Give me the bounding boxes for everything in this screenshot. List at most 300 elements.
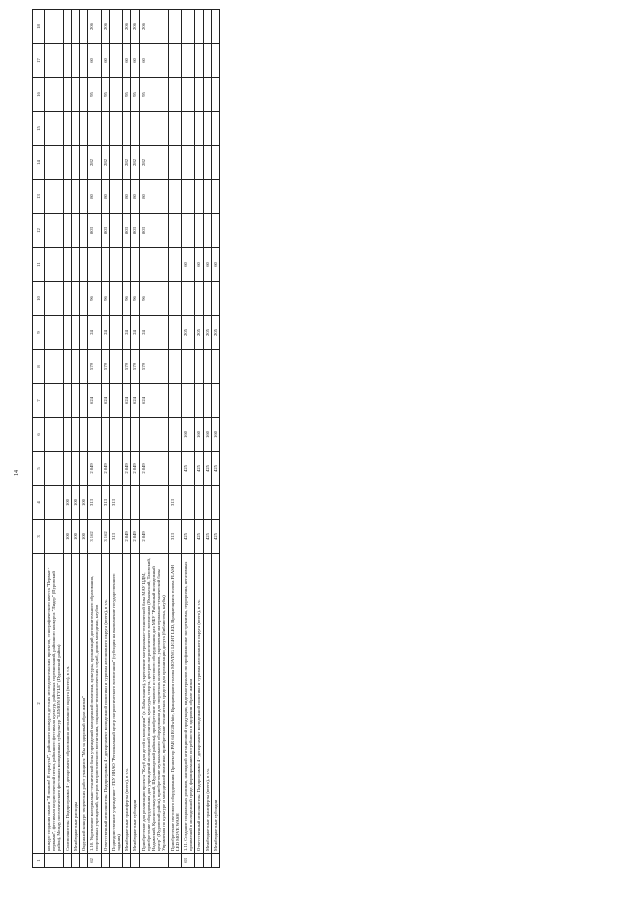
rotated-sheet [32, 23, 622, 868]
table-body [33, 10, 220, 868]
amount-cell [71, 350, 79, 384]
row-description: Ответственный исполнитель: Подпрограмма 4 - департамент молодежной политики и туризма автономного округа (всего), в т.ч. [195, 554, 203, 854]
amount-cell [80, 418, 88, 452]
amount-cell [123, 112, 131, 146]
amount-cell [80, 282, 88, 316]
amount-cell [131, 486, 139, 520]
amount-cell [71, 44, 79, 78]
amount-cell [45, 146, 64, 180]
amount-cell [182, 214, 195, 248]
amount-cell [203, 44, 211, 78]
amount-cell [131, 248, 139, 282]
amount-cell [71, 180, 79, 214]
amount-cell [45, 418, 64, 452]
amount-cell: 313 [109, 486, 122, 520]
amount-cell [63, 214, 71, 248]
amount-cell [182, 350, 195, 384]
amount-cell [203, 112, 211, 146]
column-number: 11 [33, 248, 45, 282]
amount-cell [109, 10, 122, 44]
table-row [131, 10, 139, 868]
amount-cell: 803 [139, 214, 168, 248]
amount-cell: 95 [88, 78, 101, 112]
amount-cell [71, 384, 79, 418]
amount-cell [139, 486, 168, 520]
amount-cell [182, 486, 195, 520]
amount-cell [45, 78, 64, 112]
amount-cell [109, 248, 122, 282]
amount-cell [71, 452, 79, 486]
amount-cell [71, 78, 79, 112]
amount-cell [80, 146, 88, 180]
table-row [168, 10, 181, 868]
amount-cell [109, 214, 122, 248]
table-row [203, 10, 211, 868]
amount-cell: 425 [211, 520, 219, 554]
amount-cell: 100 [80, 520, 88, 554]
amount-cell: 2 849 [123, 520, 131, 554]
table-row [71, 10, 79, 868]
amount-cell: 205 [203, 316, 211, 350]
amount-cell [45, 384, 64, 418]
column-number: 5 [33, 452, 45, 486]
amount-cell: 24 [139, 316, 168, 350]
amount-cell [63, 452, 71, 486]
row-description: Окружной конкурс творческих работ учащихся "Мы за здоровый образ жизни" [80, 554, 88, 854]
amount-cell: 95 [123, 78, 131, 112]
amount-cell: 60 [139, 44, 168, 78]
amount-cell [195, 180, 203, 214]
amount-cell [131, 418, 139, 452]
amount-cell: 2 849 [123, 452, 131, 486]
amount-cell: 60 [211, 248, 219, 282]
table-row [211, 10, 219, 868]
amount-cell [109, 418, 122, 452]
amount-cell [182, 112, 195, 146]
amount-cell: 579 [101, 350, 109, 384]
row-index [203, 854, 211, 868]
amount-cell: 624 [88, 384, 101, 418]
table-row [109, 10, 122, 868]
amount-cell: 282 [139, 146, 168, 180]
amount-cell [182, 78, 195, 112]
amount-cell [203, 350, 211, 384]
amount-cell: 313 [168, 520, 181, 554]
row-index [101, 854, 109, 868]
amount-cell [109, 44, 122, 78]
amount-cell: 624 [131, 384, 139, 418]
amount-cell [203, 10, 211, 44]
column-number: 2 [33, 554, 45, 854]
amount-cell: 95 [131, 78, 139, 112]
row-description: Подведомственное учреждение - ГБУ ЯНАО "Региональный центр патриотического воспитания" (субсидия на выполнение государственного задания) [109, 554, 122, 854]
amount-cell [45, 520, 64, 554]
amount-cell: 60 [101, 44, 109, 78]
amount-cell [211, 282, 219, 316]
amount-cell: 313 [101, 486, 109, 520]
amount-cell [45, 486, 64, 520]
amount-cell: 425 [211, 452, 219, 486]
amount-cell [211, 180, 219, 214]
column-number: 10 [33, 282, 45, 316]
amount-cell [211, 384, 219, 418]
amount-cell [203, 384, 211, 418]
amount-cell [45, 10, 64, 44]
column-number: 13 [33, 180, 45, 214]
amount-cell [203, 214, 211, 248]
amount-cell [123, 486, 131, 520]
amount-cell [71, 112, 79, 146]
amount-cell: 425 [182, 452, 195, 486]
amount-cell [109, 146, 122, 180]
amount-cell [71, 10, 79, 44]
amount-cell [203, 486, 211, 520]
amount-cell: 579 [88, 350, 101, 384]
amount-cell [109, 452, 122, 486]
amount-cell [71, 316, 79, 350]
amount-cell [168, 10, 181, 44]
amount-cell: 579 [123, 350, 131, 384]
amount-cell [80, 10, 88, 44]
amount-cell [71, 248, 79, 282]
amount-cell [168, 248, 181, 282]
amount-cell [168, 418, 181, 452]
row-description: Межбюджетные трансферты (всего), в т.ч. [203, 554, 211, 854]
row-description: 1.11. Создание социальных роликов, наглядной агитационной продукции, видеоматериалов по профилактике экстремизма, терроризма, негативных проявлений в молодежной среде, формированию потребности в здоровом образе жизни [182, 554, 195, 854]
amount-cell [63, 316, 71, 350]
amount-cell [168, 78, 181, 112]
table-row [88, 10, 101, 868]
amount-cell [45, 282, 64, 316]
amount-cell [211, 112, 219, 146]
amount-cell [63, 350, 71, 384]
amount-cell [101, 112, 109, 146]
amount-cell: 206 [101, 10, 109, 44]
amount-cell [80, 384, 88, 418]
amount-cell: 96 [131, 282, 139, 316]
amount-cell: 95 [101, 78, 109, 112]
amount-cell [203, 146, 211, 180]
amount-cell: 160 [182, 418, 195, 452]
amount-cell: 100 [80, 486, 88, 520]
row-description: Ответственный исполнитель: Подпрограмма 4 - департамент молодежной политики и туризма автономного округа (всего), в т.ч. [101, 554, 109, 854]
amount-cell [63, 78, 71, 112]
amount-cell: 96 [101, 282, 109, 316]
amount-cell: 160 [211, 418, 219, 452]
amount-cell: 425 [182, 520, 195, 554]
amount-cell [139, 248, 168, 282]
amount-cell: 624 [123, 384, 131, 418]
rotated-table-container [32, 23, 622, 868]
row-index [168, 854, 181, 868]
row-description: Приобретение светового оборудования: Прожектор PAR 64 RGBwhite, Вращающаяся голова MOVING LIGHT LED, Вращающаяся голова FLASH LED MOVE WASH [168, 554, 181, 854]
amount-cell [109, 316, 122, 350]
table-row [101, 10, 109, 868]
amount-cell: 282 [123, 146, 131, 180]
amount-cell [80, 112, 88, 146]
amount-cell [88, 248, 101, 282]
amount-cell: 24 [131, 316, 139, 350]
column-number: 6 [33, 418, 45, 452]
row-index [71, 854, 79, 868]
amount-cell [101, 418, 109, 452]
column-number: 16 [33, 78, 45, 112]
amount-cell: 206 [88, 10, 101, 44]
amount-cell [109, 180, 122, 214]
amount-cell [195, 214, 203, 248]
amount-cell [80, 316, 88, 350]
amount-cell [45, 350, 64, 384]
amount-cell: 96 [139, 282, 168, 316]
table-row [123, 10, 131, 868]
row-index [45, 854, 64, 868]
amount-cell: 2 849 [139, 520, 168, 554]
row-description: конкурс создания памяти "Я помню! Я горжусь!", районного конкурса детских исследовательских проектов, этнографического квеста "Первые - первыми", фестиваля патриотической песни, районного фестиваля культур, районных соревнований, районного конкурса "Лидер" (Пуровский район), Между поселенческого фестиваля молодежных субкультур "LEMON STYLE" (Пуровский район) [45, 554, 64, 854]
amount-cell: 60 [195, 248, 203, 282]
amount-cell [195, 78, 203, 112]
amount-cell [168, 112, 181, 146]
amount-cell [80, 214, 88, 248]
table-row [45, 10, 64, 868]
amount-cell [195, 44, 203, 78]
amount-cell [63, 384, 71, 418]
amount-cell: 95 [139, 78, 168, 112]
amount-cell: 2 849 [131, 452, 139, 486]
amount-cell: 313 [109, 520, 122, 554]
amount-cell [80, 44, 88, 78]
amount-cell: 205 [195, 316, 203, 350]
amount-cell: 24 [101, 316, 109, 350]
amount-cell [80, 350, 88, 384]
amount-cell [195, 10, 203, 44]
column-number: 18 [33, 10, 45, 44]
amount-cell: 100 [63, 486, 71, 520]
amount-cell [168, 452, 181, 486]
amount-cell [139, 112, 168, 146]
amount-cell: 624 [101, 384, 109, 418]
amount-cell: 100 [71, 486, 79, 520]
row-description: Соисполнитель: Подпрограмма 4 - департамент образования автономного округа (всего), в т.ч. [63, 554, 71, 854]
column-number: 1 [33, 854, 45, 868]
amount-cell: 160 [195, 418, 203, 452]
row-index [131, 854, 139, 868]
amount-cell [88, 112, 101, 146]
amount-cell: 206 [139, 10, 168, 44]
amount-cell [63, 10, 71, 44]
amount-cell [45, 316, 64, 350]
table-row [139, 10, 168, 868]
amount-cell [109, 350, 122, 384]
amount-cell [80, 452, 88, 486]
amount-cell: 313 [168, 486, 181, 520]
row-description: Межбюджетные трансферты (всего), в т.ч. [123, 554, 131, 854]
amount-cell [139, 418, 168, 452]
amount-cell [203, 78, 211, 112]
amount-cell: 803 [101, 214, 109, 248]
amount-cell [182, 146, 195, 180]
amount-cell [168, 180, 181, 214]
amount-cell: 206 [131, 10, 139, 44]
table-row [182, 10, 195, 868]
amount-cell [211, 44, 219, 78]
amount-cell [109, 78, 122, 112]
amount-cell [182, 282, 195, 316]
amount-cell [168, 44, 181, 78]
amount-cell [101, 248, 109, 282]
amount-cell: 2 849 [131, 520, 139, 554]
row-description: Межбюджетные субсидии [211, 554, 219, 854]
amount-cell [211, 78, 219, 112]
row-description: Приобретение для реализации проекта "Клуб для детей и молодежи" (г. Лабытнанги), укрепление материально-технической базы МАУ ЦДМ, приобретение оборудования для учреждений молодежной политики, культуры, спорта, центров патриотического воспитания (Ямальский, Тазовский, Надымский, Красноселькупский, Шурышкарский районы), приобретение звукового и светового оборудования для МБУ "Районный молодежный центр" (Пуровский район), приобретение музыкального оборудования для творческих коллективов, укрепление материально-технической базы Управления по культуре и молодежной политике, приобретение технических средств для организации досуга (библиотека, клубы) [139, 554, 168, 854]
amount-cell: 803 [88, 214, 101, 248]
amount-cell: 624 [139, 384, 168, 418]
amount-cell [168, 384, 181, 418]
amount-cell: 60 [123, 44, 131, 78]
amount-cell: 3 162 [101, 520, 109, 554]
amount-cell: 425 [195, 520, 203, 554]
amount-cell [45, 214, 64, 248]
amount-cell [45, 452, 64, 486]
column-number: 14 [33, 146, 45, 180]
amount-cell: 313 [88, 486, 101, 520]
amount-cell [63, 282, 71, 316]
header-row [33, 10, 45, 868]
amount-cell [195, 384, 203, 418]
amount-cell: 24 [88, 316, 101, 350]
table-row [63, 10, 71, 868]
row-description: 1.10. Укрепление материально-технической базы учреждений молодежной политики, культуры, организаций дополнительного образования, спортивных учреждений, центров патриотического воспитания, социально-психологических служб, домов молодежи, клубов [88, 554, 101, 854]
amount-cell: 425 [203, 452, 211, 486]
amount-cell: 60 [131, 44, 139, 78]
amount-cell [71, 282, 79, 316]
amount-cell: 80 [139, 180, 168, 214]
amount-cell [182, 384, 195, 418]
amount-cell [71, 418, 79, 452]
amount-cell: 60 [88, 44, 101, 78]
amount-cell: 24 [123, 316, 131, 350]
amount-cell: 282 [131, 146, 139, 180]
row-index [63, 854, 71, 868]
amount-cell: 282 [88, 146, 101, 180]
amount-cell [63, 248, 71, 282]
row-index [109, 854, 122, 868]
column-number: 3 [33, 520, 45, 554]
column-number: 9 [33, 316, 45, 350]
amount-cell [71, 214, 79, 248]
amount-cell [203, 282, 211, 316]
amount-cell [203, 180, 211, 214]
amount-cell: 579 [131, 350, 139, 384]
amount-cell: 96 [88, 282, 101, 316]
amount-cell [168, 316, 181, 350]
row-index [211, 854, 219, 868]
row-index: 62 [88, 854, 101, 868]
row-index [195, 854, 203, 868]
amount-cell [123, 248, 131, 282]
column-number: 8 [33, 350, 45, 384]
amount-cell [63, 418, 71, 452]
amount-cell [195, 350, 203, 384]
amount-cell: 579 [139, 350, 168, 384]
amount-cell: 80 [88, 180, 101, 214]
row-description: Межбюджетные субсидии [131, 554, 139, 854]
row-index: 63 [182, 854, 195, 868]
amount-cell: 2 849 [88, 452, 101, 486]
amount-cell: 425 [203, 520, 211, 554]
amount-cell [63, 146, 71, 180]
amount-cell: 100 [63, 520, 71, 554]
amount-cell [88, 418, 101, 452]
amount-cell [211, 214, 219, 248]
amount-cell [80, 248, 88, 282]
amount-cell: 803 [123, 214, 131, 248]
amount-cell [123, 418, 131, 452]
amount-cell [109, 384, 122, 418]
amount-cell [80, 78, 88, 112]
amount-cell: 96 [123, 282, 131, 316]
table-row [195, 10, 203, 868]
amount-cell [45, 248, 64, 282]
amount-cell: 80 [101, 180, 109, 214]
column-number: 7 [33, 384, 45, 418]
amount-cell: 425 [195, 452, 203, 486]
amount-cell: 803 [131, 214, 139, 248]
amount-cell [211, 10, 219, 44]
amount-cell [182, 44, 195, 78]
amount-cell [195, 282, 203, 316]
amount-cell: 2 849 [139, 452, 168, 486]
amount-cell [195, 146, 203, 180]
amount-cell [45, 44, 64, 78]
amount-cell: 100 [71, 520, 79, 554]
amount-cell [63, 44, 71, 78]
column-number: 4 [33, 486, 45, 520]
row-index [139, 854, 168, 868]
budget-table [32, 9, 220, 868]
amount-cell [168, 214, 181, 248]
amount-cell [195, 486, 203, 520]
amount-cell [195, 112, 203, 146]
amount-cell [63, 112, 71, 146]
amount-cell [71, 146, 79, 180]
amount-cell: 205 [211, 316, 219, 350]
amount-cell [168, 282, 181, 316]
amount-cell: 60 [203, 248, 211, 282]
amount-cell: 282 [101, 146, 109, 180]
amount-cell [168, 350, 181, 384]
amount-cell: 3 162 [88, 520, 101, 554]
row-index [123, 854, 131, 868]
amount-cell [109, 112, 122, 146]
table-row [80, 10, 88, 868]
amount-cell [80, 180, 88, 214]
amount-cell: 80 [131, 180, 139, 214]
amount-cell: 206 [123, 10, 131, 44]
amount-cell [45, 112, 64, 146]
amount-cell [168, 146, 181, 180]
amount-cell: 160 [203, 418, 211, 452]
row-description: Межбюджетные расходы [71, 554, 79, 854]
row-index [80, 854, 88, 868]
amount-cell [109, 282, 122, 316]
amount-cell [63, 180, 71, 214]
column-number: 15 [33, 112, 45, 146]
amount-cell [131, 112, 139, 146]
amount-cell: 80 [123, 180, 131, 214]
amount-cell [211, 350, 219, 384]
column-number: 17 [33, 44, 45, 78]
column-number: 12 [33, 214, 45, 248]
